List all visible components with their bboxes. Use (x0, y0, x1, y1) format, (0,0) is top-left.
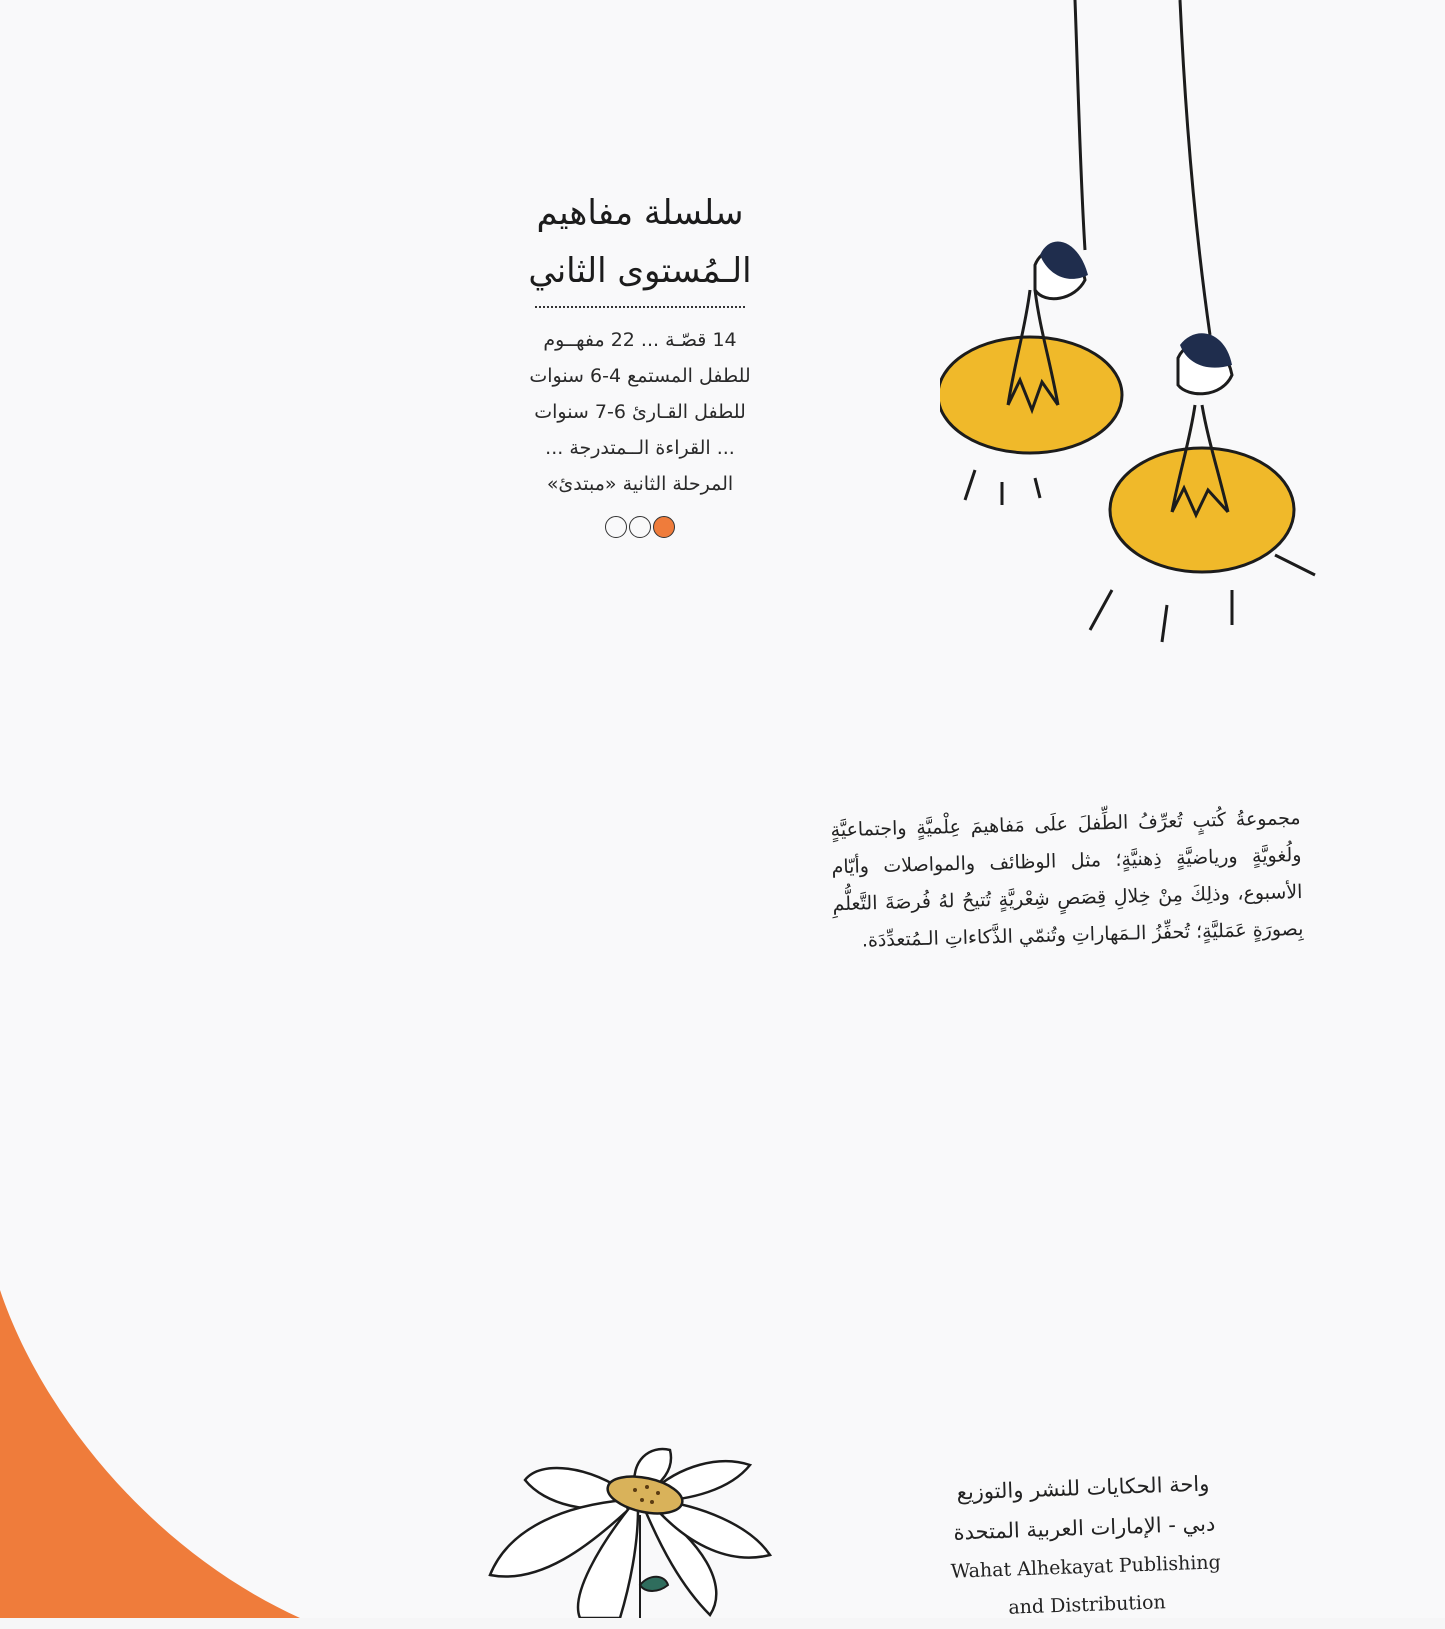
level-indicator (520, 516, 760, 538)
publisher-location-arabic: دبي - الإمارات العربية المتحدة (953, 1511, 1216, 1545)
level-dot-2 (629, 516, 651, 538)
info-line-stories: 14 قصّـة ... 22 مفهــوم (543, 329, 737, 351)
info-line-reader-age: للطفل القـارئ 6-7 سنوات (534, 401, 746, 423)
level-dot-1-active (653, 516, 675, 538)
orange-corner-arc (0, 1290, 300, 1618)
publisher-name-arabic: واحة الحكايات للنشر والتوزيع (956, 1471, 1210, 1505)
dotted-divider (535, 306, 745, 308)
level-dot-3 (605, 516, 627, 538)
hanging-bells-illustration (940, 0, 1360, 660)
level-title: الـمُستوى الثاني (528, 251, 752, 291)
info-line-stage: المرحلة الثانية «مبتدئ» (546, 473, 734, 495)
series-description: مجموعةُ كُتبٍ تُعرِّفُ الطِّفلَ علَى مَفاهيمَ عِلْميَّةٍ واجتماعيَّةٍ ولُغويَّةٍ ورياضيَّةٍ ذِهنيَّةٍ؛ مثل الوظائف والمواصلات وأيّام الأسبوع، وذلِكَ مِنْ خِلالِ قِصَصٍ شِعْريَّةٍ تُتيحُ لهُ فُرصَةَ التَّعلُّمِ بِصورَةٍ عَمَليَّةٍ؛ تُحفِّزُ الـمَهاراتِ وتُنمّي الذَّكاءاتِ الـمُتعدِّدَة. (830, 806, 1304, 952)
series-info-block (520, 190, 760, 538)
publisher-name-english-line2: and Distribution (1008, 1591, 1167, 1619)
daisy-flower-illustration (480, 1445, 800, 1618)
series-title: سلسلة مفاهيم (536, 193, 744, 233)
info-line-graded-reading: ... القراءة الــمتدرجة ... (545, 437, 735, 459)
info-line-listener-age: للطفل المستمع 4-6 سنوات (529, 365, 751, 387)
publisher-name-english-line1: Wahat Alhekayat Publishing (950, 1551, 1222, 1583)
publisher-block (937, 1463, 1232, 1629)
